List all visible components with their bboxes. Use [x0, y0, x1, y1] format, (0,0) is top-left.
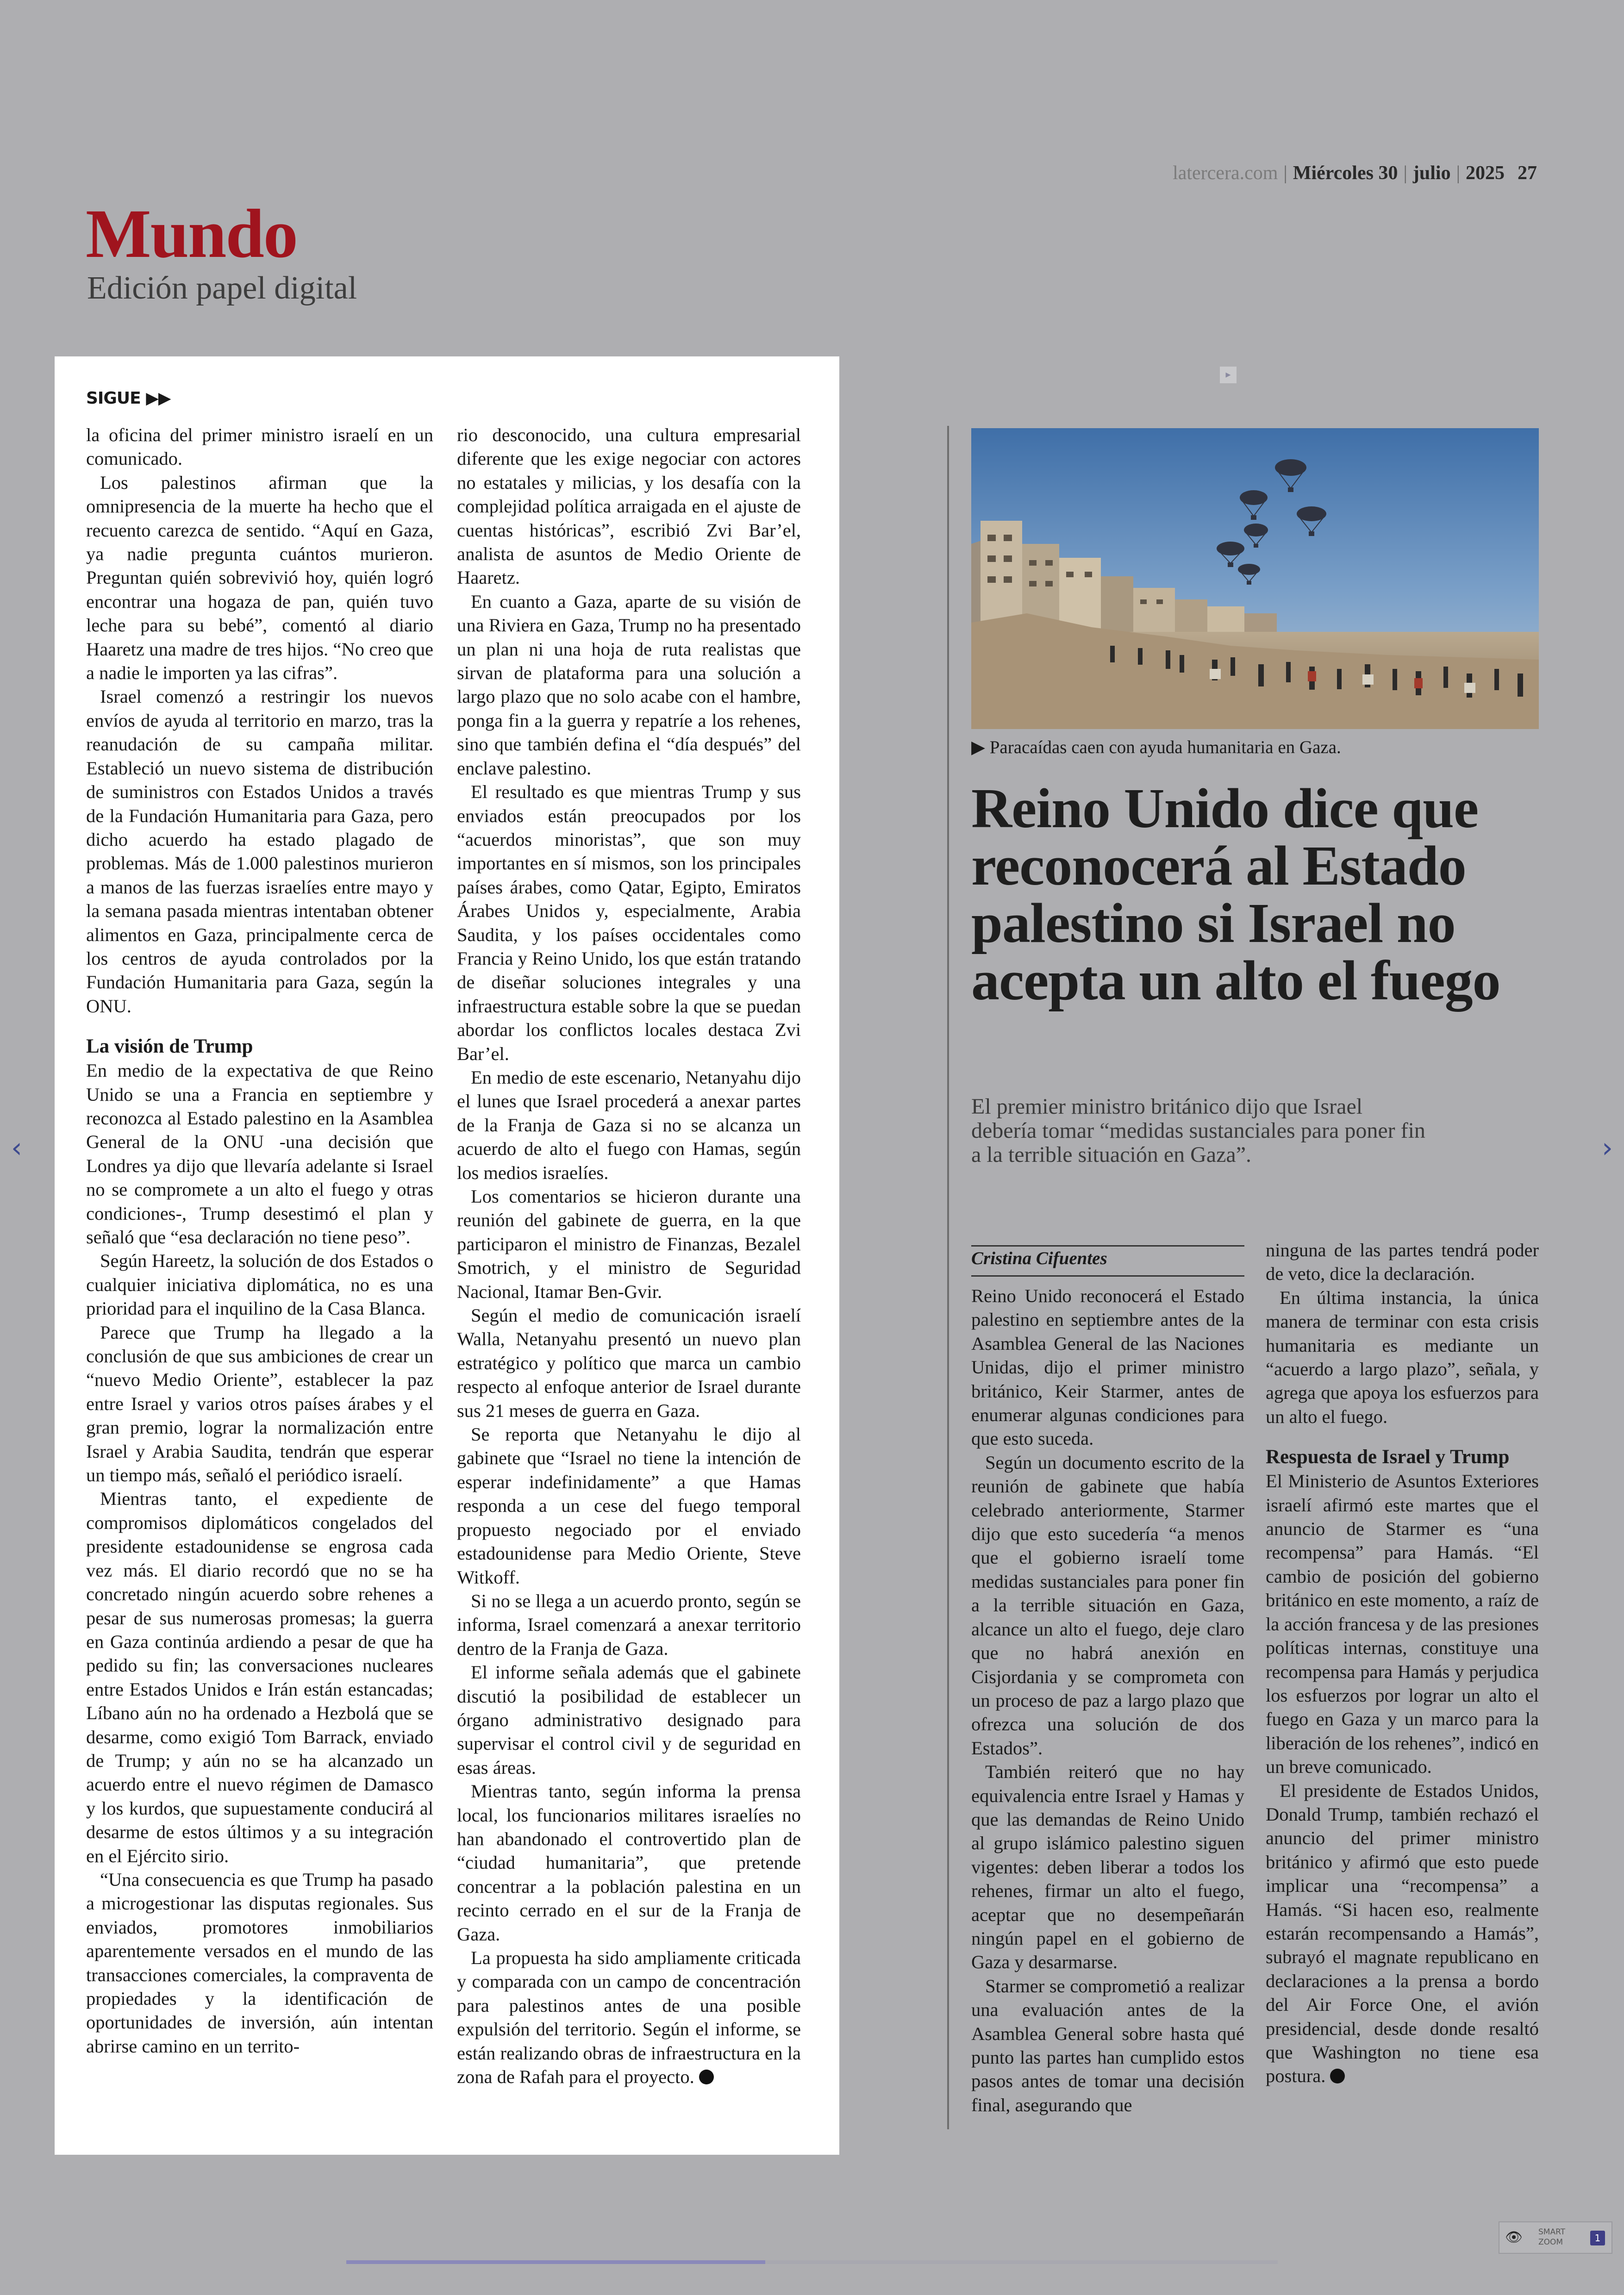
smart-zoom-label: SMART ZOOM [1538, 2227, 1566, 2247]
continued-column-2 [457, 423, 801, 2089]
article-byline: Cristina Cifuentes [971, 1248, 1107, 1268]
media-marker-icon[interactable]: ▸ [1220, 367, 1237, 383]
site-name: latercera.com [1173, 162, 1278, 184]
end-mark-icon [699, 2070, 714, 2084]
subheading: La visión de Trump [86, 1035, 253, 1058]
page-number: 27 [1518, 162, 1537, 184]
paragraph: rio desconocido, una cultura empresarial diferente que les exige negociar con actores no estatales y milicias, y los desafía con la complejidad política arraigada en el ajuste de cuentas históricas”, escribió Zvi Bar’el, analista de asuntos de Medio Oriente de Haaretz. [457, 424, 801, 588]
photo-caption: ▶ Paracaídas caen con ayuda humanitaria en Gaza. [971, 737, 1341, 757]
paragraph: Mientras tanto, según informa la prensa local, los funcionarios militares israelíes no han abandonado el controvertido plan de “ciudad humanitaria”, que pretende concentrar a la población palestina en un recinto cerrado en el sur de la Franja de Gaza. [457, 1781, 801, 1945]
paragraph: También reiteró que no hay equivalencia entre Israel y Hamas y que las demandas de Reino Unido al grupo islámico palestino siguen vigentes: deben liberar a todos los rehenes, firmar un alto el fuego, aceptar que no desempeñarán ningún papel en el gobierno de Gaza y desarmarse. [971, 1761, 1244, 1973]
airdrop-photo-illustration [971, 428, 1539, 729]
article-headline: Reino Unido dice que reconocerá al Estado palestino si Israel no acepta un alto el fuego [971, 777, 1500, 1012]
paragraph: Se reporta que Netanyahu le dijo al gabinete que “Israel no tiene la intención de esperar indefinidamente” a que Hamas responda a un cese del fuego temporal propuesto negociado por el enviado estadounidense para Medio Oriente, Steve Witkoff. [457, 1424, 801, 1588]
paragraph: Los palestinos afirman que la omnipresencia de la muerte ha hecho que el recuento carezca de sentido. “Aquí en Gaza, ya nadie pregunta cuántos murieron. Preguntan quién sobrevivió hoy, quién logró encontrar una hogaza de pan, quién tuvo leche para su bebé”, comentó al diario Haaretz una madre de tres hijos. “No creo que a nadie le importen ya las cifras”. [86, 472, 433, 684]
paragraph: El resultado es que mientras Trump y sus enviados están preocupados por los “acuerdos minoristas”, que son muy importantes en sí mismos, son los principales países árabes, como Qatar, Egipto, Emiratos Árabes Unidos y, especialmente, Arabia Saudita, y los países occidentales como Francia y Reino Unido, los que están tratando de diseñar soluciones integrales y una infraestructura estable sobre la que se puedan abordar los conflictos locales destaca Zvi Bar’el. [457, 781, 801, 1064]
end-mark-icon [1330, 2069, 1345, 2083]
eye-icon: 👁 [1505, 2229, 1523, 2245]
article-deck: El premier ministro británico dijo que Israel debería tomar “medidas sustanciales para poner fin a la terrible situación en Gaza”. [971, 1094, 1425, 1167]
reading-progress-fill [346, 2260, 765, 2264]
paragraph: Según el medio de comunicación israelí Walla, Netanyahu presentó un nuevo plan estratégico y político que marca un cambio respecto al enfoque anterior de Israel durante sus 21 meses de guerra en Gaza. [457, 1305, 801, 1421]
paragraph: En medio de la expectativa de que Reino Unido se una a Francia en septiembre y reconozca al Estado palestino en la Asamblea General de la ONU -una decisión que Londres ya dijo que llevaría adelante si Israel no se compromete a un alto el fuego y otras condiciones-, Trump desestimó el plan y señaló que “esa declaración no tiene peso”. [86, 1060, 433, 1247]
paragraph: El informe señala además que el gabinete discutió la posibilidad de establecer un órgano administrativo designado para supervisar el control civil y de seguridad en esas áreas. [457, 1662, 801, 1778]
header-year: 2025 [1466, 162, 1505, 184]
section-title: Mundo [86, 195, 297, 272]
paragraph: Según un documento escrito de la reunión de gabinete que había celebrado anteriormente, Starmer dijo que esto sucedería “a menos que el gobierno israelí tome medidas sustanciales para poner fin a la terrible situación en Gaza, alcance un alto el fuego, deje claro que no habrá anexión en Cisjordania y se comprometa con un proceso de paz a largo plazo que ofrezca una solución de dos Estados”. [971, 1452, 1244, 1759]
paragraph: En medio de este escenario, Netanyahu dijo el lunes que Israel procederá a anexar partes de la Franja de Gaza si no se alcanza un acuerdo de alto el fuego con Hamas, según los medios israelíes. [457, 1066, 801, 1183]
paragraph: Según Hareetz, la solución de dos Estados o cualquier iniciativa diplomática, no es una prioridad para el inquilino de la Casa Blanca. [86, 1250, 433, 1319]
byline-divider [971, 1275, 1244, 1277]
paragraph-text: La propuesta ha sido ampliamente criticada y comparada con un campo de concentración para palestinos antes de una posible expulsión del territorio. Según el informe, se están realizando obras de infraestructura en la zona de Rafah para el proyecto. [457, 1947, 801, 2088]
paragraph: Israel comenzó a restringir los nuevos envíos de ayuda al territorio en marzo, tras la reanudación de su campaña militar. Estableció un nuevo sistema de distribución de suministros con Estados Unidos a través de la Fundación Humanitaria para Gaza, pero dicho acuerdo ha estado plagado de problemas. Más de 1.000 palestinos murieron a manos de las fuerzas israelíes entre mayo y la semana pasada mientras intentaban obtener alimentos en Gaza, principalmente cerca de los centros de ayuda controlados por la Fundación Humanitaria para Gaza, según la ONU. [86, 686, 433, 1017]
paragraph: Parece que Trump ha llegado a la conclusión de que sus ambiciones de crear un “nuevo Medio Oriente”, establecer la paz entre Israel y varios otros países árabes y el gran premio, lograr la normalización entre Israel y Arabia Saudita, tendrán que esperar un tiempo más, señaló el periódico israelí. [86, 1322, 433, 1486]
byline-divider [971, 1245, 1244, 1247]
paragraph: Reino Unido reconocerá el Estado palestino en septiembre antes de la Asamblea General de las Naciones Unidas, dijo el primer ministro británico, Keir Starmer, antes de enumerar algunas condiciones para que esto suceda. [971, 1285, 1244, 1449]
paragraph: Los comentarios se hicieron durante una reunión del gabinete de guerra, en la que participaron el ministro de Finanzas, Bezalel Smotrich, y el ministro de Seguridad Nacional, Itamar Ben-Gvir. [457, 1186, 801, 1302]
paragraph: la oficina del primer ministro israelí en un comunicado. [86, 424, 433, 469]
paragraph: “Una consecuencia es que Trump ha pasado a microgestionar las disputas regionales. Sus enviados, promotores inmobiliarios aparentemente versados en el mundo de las transacciones comerciales, la compraventa de propiedades y la identificación de oportunidades de inversión, aún intentan abrirse camino en un territo- [86, 1869, 433, 2057]
column-divider [947, 426, 949, 2129]
paragraph-last [1266, 1779, 1539, 2088]
smart-zoom-button[interactable] [1499, 2221, 1612, 2254]
paragraph: Mientras tanto, el expediente de compromisos diplomáticos congelados del presidente estadounidense se engrosa cada vez más. El diario recordó que no se ha concretado ningún acuerdo sobre rehenes a pesar de sus numerosas promesas; la guerra en Gaza continúa ardiendo a pesar de que ha pedido su fin; las conversaciones nucleares entre Estados Unidos e Irán están estancadas; Líbano aún no ha ordenado a Hezbolá que se desarme, como exigió Tom Barrack, enviado de Trump; y aún no se ha alcanzado un acuerdo entre el nuevo régimen de Damasco y los kurdos, que supuestamente conducirá al desarme de estos últimos y a su integración en el Ejército sirio. [86, 1488, 433, 1866]
article-column-2 [1266, 1238, 1539, 2088]
next-page-button[interactable]: › [1602, 1132, 1613, 1164]
article-column-1 [971, 1284, 1244, 2117]
paragraph: Si no se llega a un acuerdo pronto, según se informa, Israel comenzará a anexar territorio dentro de la Franja de Gaza. [457, 1590, 801, 1659]
paragraph: En cuanto a Gaza, aparte de su visión de una Riviera en Gaza, Trump no ha presentado un plan ni una hoja de ruta realistas que sirvan de plataforma para una solución a largo plazo que no solo acabe con el hambre, ponga fin a la guerra y repatríe a los rehenes, sino que también defina el “día después” del enclave palestino. [457, 591, 801, 779]
subheading: Respuesta de Israel y Trump [1266, 1446, 1510, 1468]
paragraph-last [457, 1946, 801, 2089]
section-subtitle: Edición papel digital [87, 270, 357, 306]
continued-label: SIGUE ▶▶ [86, 389, 171, 408]
zoom-badge: 1 [1590, 2231, 1605, 2245]
paragraph: ninguna de las partes tendrá poder de veto, dice la declaración. [1266, 1240, 1539, 1285]
previous-page-button[interactable]: ‹ [11, 1132, 22, 1164]
continued-column-1 [86, 423, 433, 2058]
reading-progress-bar[interactable] [346, 2260, 1278, 2264]
paragraph: En última instancia, la única manera de terminar con esta crisis humanitaria es mediante un “acuerdo a largo plazo”, señala, y agrega que apoya los esfuerzos para un alto el fuego. [1266, 1287, 1539, 1427]
article-photo[interactable] [971, 428, 1539, 729]
paragraph-text: El presidente de Estados Unidos, Donald Trump, también rechazó el anuncio del primer ministro británico y afirmó que esto puede implicar una “recompensa” a Hamás. “Si hacen eso, realmente estarán recompensando a Hamás”, subrayó el magnate republicano en declaraciones a la prensa a bordo del Air Force One, el avión presidencial, desde donde resaltó que Washington no tiene esa postura. [1266, 1780, 1539, 2087]
header-weekday: Miércoles 30 [1293, 162, 1398, 184]
paragraph: El Ministerio de Asuntos Exteriores israelí afirmó este martes que el anuncio de Starmer es “una recompensa” para Hamás. “El cambio de posición del gobierno británico en este momento, a raíz de la acción francesa y de las presiones políticas internas, constituye una recompensa para Hamás y perjudica los esfuerzos por lograr un alto el fuego en Gaza y un marco para la liberación de los rehenes”, indicó en un breve comunicado. [1266, 1471, 1539, 1777]
paragraph: Starmer se comprometió a realizar una evaluación antes de la Asamblea General sobre hasta qué punto las partes han cumplido estos pasos antes de tomar una decisión final, asegurando que [971, 1975, 1244, 2115]
page-header: latercera.com | Miércoles 30 | julio | 2025 27 [1173, 162, 1537, 184]
header-month: julio [1412, 162, 1451, 184]
